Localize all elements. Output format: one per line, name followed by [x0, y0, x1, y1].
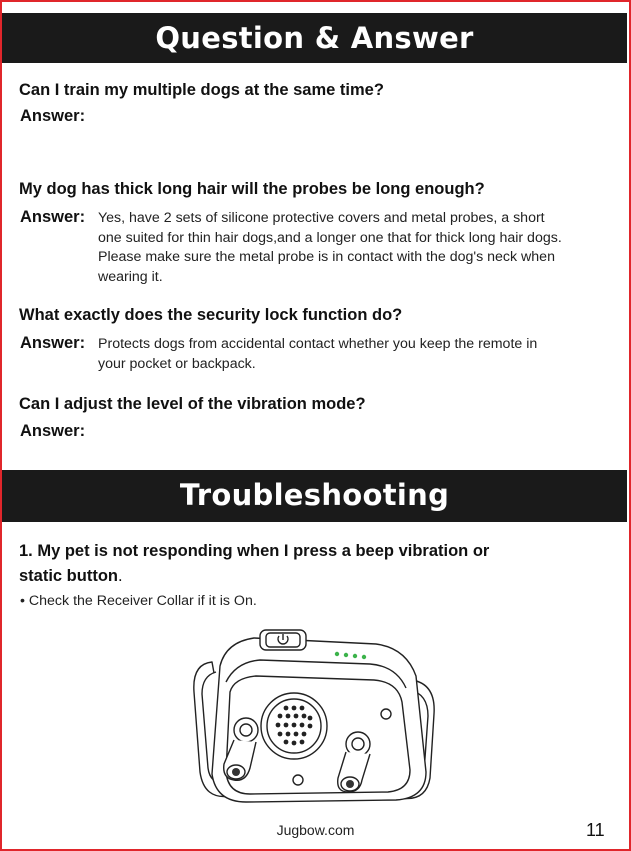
receiver-collar-icon [190, 622, 440, 807]
answer-2-text [98, 209, 562, 287]
answer-label-1: Answer: [20, 107, 86, 125]
answer-label-2: Answer: [20, 208, 86, 226]
answer-3-line-2: your pocket or backpack. [98, 355, 256, 372]
troubleshooting-banner: Troubleshooting [2, 470, 627, 522]
answer-2-line-2: one suited for thin hair dogs,and a longer one that for thick long hair dogs. [98, 229, 562, 246]
issue-1-line-2: static button [19, 567, 118, 585]
answer-2-line-4: wearing it. [98, 268, 163, 285]
page-number: 11 [586, 820, 605, 840]
issue-1-line-1: 1. My pet is not responding when I press a beep vibration or [19, 542, 490, 560]
answer-label-4: Answer: [20, 422, 86, 440]
question-3: What exactly does the security lock function do? [19, 306, 403, 324]
issue-1-period: . [118, 567, 123, 585]
footer-website: Jugbow.com [276, 822, 355, 838]
answer-2-line-1: Yes, have 2 sets of silicone protective covers and metal probes, a short [98, 210, 545, 226]
qa-banner: Question & Answer [2, 13, 627, 63]
answer-3-text [98, 335, 537, 374]
question-4: Can I adjust the level of the vibration mode? [19, 395, 366, 413]
answer-2-line-3: Please make sure the metal probe is in contact with the dog's neck when [98, 249, 555, 265]
troubleshooting-bullet: • Check the Receiver Collar if it is On. [20, 593, 257, 609]
question-2: My dog has thick long hair will the probes be long enough? [19, 180, 485, 198]
answer-label-3: Answer: [20, 334, 86, 352]
question-1: Can I train my multiple dogs at the same time? [19, 81, 384, 99]
answer-3-line-1: Protects dogs from accidental contact whether you keep the remote in [98, 336, 538, 352]
troubleshooting-issue-1 [19, 539, 489, 589]
